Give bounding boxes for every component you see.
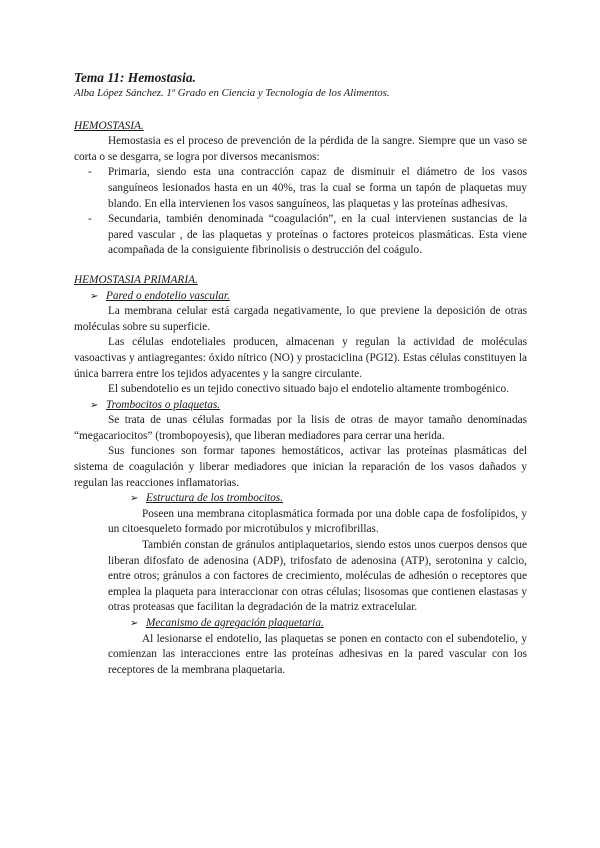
document-title: Tema 11: Hemostasia.	[74, 70, 196, 85]
arrow-bullet-icon: ➢	[90, 399, 99, 411]
subheading-mecanismo: ➢ Mecanismo de agregación plaquetaria.	[74, 616, 527, 632]
paragraph: El subendotelio es un tejido conectivo situado bajo el endotelio altamente trombogénico.	[108, 383, 509, 396]
list-item-text: Primaria, siendo esta una contracción capaz de disminuir el diámetro de los vasos sanguíneos lesionados hasta en un 40%, tras la cual se forma un tapón de plaquetas muy blando. En ella intervienen los vasos sanguíneos, las plaquetas y las proteínas adhesivas.	[108, 166, 527, 210]
arrow-bullet-icon: ➢	[130, 618, 139, 629]
paragraph: Poseen una membrana citoplasmática formada por una doble capa de fosfolípidos, y un citoesqueleto formado por microtúbulos y microfibrillas.	[108, 507, 527, 536]
subheading-trombocitos: ➢ Trombocitos o plaquetas.	[74, 398, 527, 414]
subheading-pared: ➢ Pared o endotelio vascular.	[74, 289, 527, 305]
nested-block	[74, 632, 527, 679]
nested-block	[74, 507, 527, 616]
paragraph: También constan de gránulos antiplaquetarios, siendo estos unos cuerpos densos que liberan difosfato de adenosina (ADP), trifosfato de adenosina (ATP), serotonina y calcio, entre otros; gránulos a con factores de crecimiento, moléculas de adhesión o receptores que emplea la plaqueta para interaccionar con otras células; lisosomas que contienen elastasas y otras proteasas que facilitan la degradación de la matriz extracelular.	[108, 539, 527, 614]
paragraph-intro: Hemostasia es el proceso de prevención de la pérdida de la sangre. Siempre que un vaso se corta o se desgarra, se logra por diversos mecanismos:	[74, 135, 527, 163]
section-heading-hemostasia-primaria: HEMOSTASIA PRIMARIA.	[74, 273, 198, 286]
arrow-bullet-icon: ➢	[130, 493, 139, 505]
list-item	[74, 165, 527, 212]
bullet-list	[74, 165, 527, 259]
paragraph: La membrana celular está cargada negativamente, lo que previene la deposición de otras moléculas sobre su superficie.	[74, 305, 527, 333]
document-author-line: Alba López Sánchez. 1º Grado en Ciencia y Tecnología de los Alimentos.	[74, 87, 390, 99]
list-item	[74, 212, 527, 259]
subheading-estructura: ➢ Estructura de los trombocitos.	[74, 491, 527, 507]
dash-bullet: -	[88, 213, 92, 226]
section-heading-hemostasia: HEMOSTASIA.	[74, 119, 144, 132]
document-page	[74, 70, 527, 678]
arrow-bullet-icon: ➢	[90, 290, 99, 302]
paragraph: Se trata de unas células formadas por la lisis de otras de mayor tamaño denominadas “megacariocitos” (trombopoyesis), que liberan mediadores para cerrar una herida.	[74, 414, 527, 442]
paragraph: Al lesionarse el endotelio, las plaquetas se ponen en contacto con el subendotelio, y comienzan las interacciones entre las proteínas adhesivas en la pared vascular con los receptores de la membrana plaquetaria.	[108, 632, 527, 676]
paragraph: Sus funciones son formar tapones hemostáticos, activar las proteínas plasmáticas del sistema de coagulación y liberar mediadores que inician la reparación de los vasos dañados y regulan las reacciones inflamatorias.	[74, 445, 527, 489]
dash-bullet: -	[88, 166, 92, 179]
list-item-text: Secundaria, también denominada “coagulación”, en la cual intervienen sustancias de la pared vascular , de las plaquetas y proteínas o factores proteicos plasmáticas. Esta viene acompañada de la consiguiente fibrinolisis o destrucción del coágulo.	[108, 213, 527, 257]
paragraph: Las células endoteliales producen, almacenan y regulan la actividad de moléculas vasoactivas y antiagregantes: óxido nítrico (NO) y prostaciclina (PGI2). Estas células constituyen la única barrera entre los tejidos adyacentes y la sangre circulante.	[74, 336, 527, 380]
